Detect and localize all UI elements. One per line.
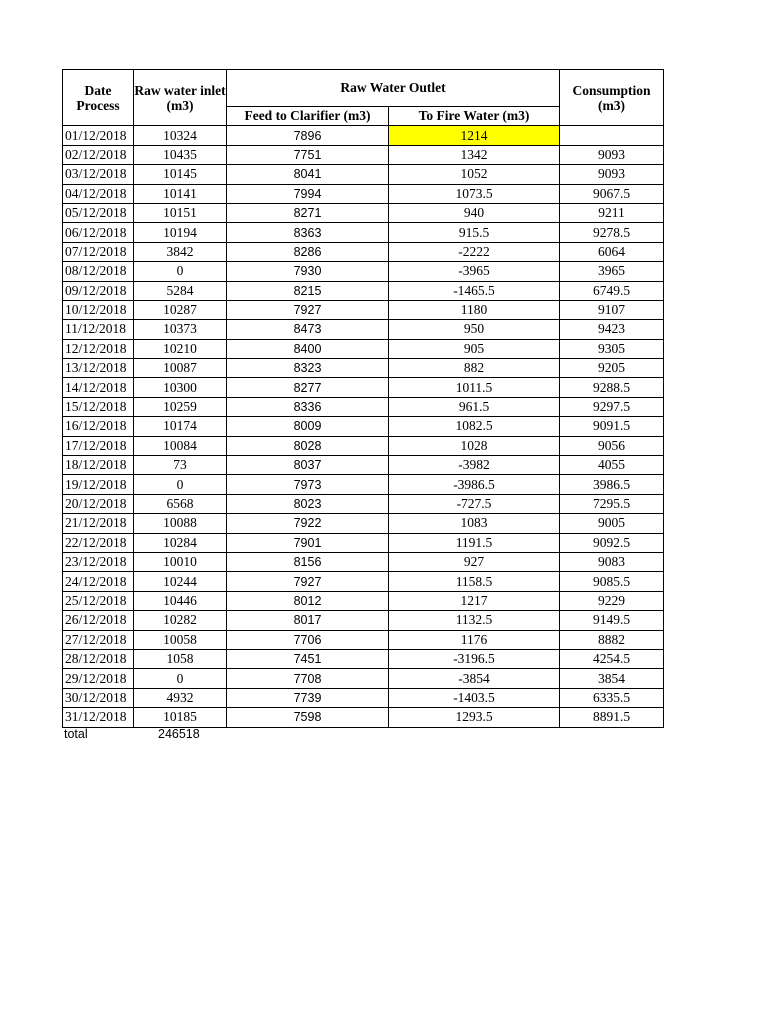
cell-fire[interactable]: 1082.5 — [389, 417, 560, 436]
cell-date[interactable]: 22/12/2018 — [63, 533, 134, 552]
cell-raw-inlet[interactable]: 10141 — [134, 184, 227, 203]
table-row — [63, 649, 664, 668]
header-fire[interactable]: To Fire Water (m3) — [389, 107, 560, 126]
cell-raw-inlet[interactable]: 6568 — [134, 494, 227, 513]
cell-consumption[interactable]: 4254.5 — [560, 649, 664, 668]
cell-consumption[interactable]: 9229 — [560, 591, 664, 610]
table-row — [63, 688, 664, 707]
cell-consumption[interactable]: 9092.5 — [560, 533, 664, 552]
cell-raw-inlet[interactable]: 10010 — [134, 552, 227, 571]
cell-feed[interactable]: 8336 — [227, 397, 389, 416]
cell-feed[interactable]: 7751 — [227, 145, 389, 164]
cell-fire[interactable]: 927 — [389, 552, 560, 571]
cell-fire[interactable]: 1158.5 — [389, 572, 560, 591]
cell-consumption[interactable]: 9149.5 — [560, 611, 664, 630]
cell-raw-inlet[interactable]: 10087 — [134, 359, 227, 378]
cell-raw-inlet[interactable]: 10300 — [134, 378, 227, 397]
table-row — [63, 456, 664, 475]
cell-raw-inlet[interactable]: 3842 — [134, 242, 227, 261]
cell-consumption[interactable]: 9205 — [560, 359, 664, 378]
cell-consumption[interactable]: 6749.5 — [560, 281, 664, 300]
cell-fire[interactable]: 1214 — [389, 126, 560, 145]
cell-feed[interactable]: 8012 — [227, 591, 389, 610]
cell-raw-inlet[interactable]: 0 — [134, 669, 227, 688]
cell-raw-inlet[interactable]: 10185 — [134, 708, 227, 727]
cell-fire[interactable]: 1083 — [389, 514, 560, 533]
cell-feed[interactable]: 7927 — [227, 572, 389, 591]
cell-feed[interactable]: 7930 — [227, 262, 389, 281]
table-row — [63, 417, 664, 436]
cell-fire[interactable]: 915.5 — [389, 223, 560, 242]
header-raw-inlet[interactable]: Raw water inlet (m3) — [134, 70, 227, 126]
table-row — [63, 203, 664, 222]
cell-feed[interactable]: 8277 — [227, 378, 389, 397]
cell-raw-inlet[interactable]: 10084 — [134, 436, 227, 455]
cell-fire[interactable]: 1293.5 — [389, 708, 560, 727]
header-feed[interactable]: Feed to Clarifier (m3) — [227, 107, 389, 126]
cell-feed[interactable]: 7901 — [227, 533, 389, 552]
cell-fire[interactable]: -3854 — [389, 669, 560, 688]
cell-date[interactable]: 10/12/2018 — [63, 300, 134, 319]
cell-feed[interactable]: 7739 — [227, 688, 389, 707]
table-row — [63, 378, 664, 397]
header-date[interactable]: Date Process — [63, 70, 134, 126]
cell-date[interactable]: 19/12/2018 — [63, 475, 134, 494]
cell-fire[interactable]: 950 — [389, 320, 560, 339]
cell-date[interactable]: 12/12/2018 — [63, 339, 134, 358]
cell-consumption[interactable]: 9093 — [560, 165, 664, 184]
cell-date[interactable]: 09/12/2018 — [63, 281, 134, 300]
cell-fire[interactable]: -3965 — [389, 262, 560, 281]
cell-date[interactable]: 02/12/2018 — [63, 145, 134, 164]
cell-raw-inlet[interactable]: 10284 — [134, 533, 227, 552]
cell-raw-inlet[interactable]: 10244 — [134, 572, 227, 591]
cell-fire[interactable]: 1176 — [389, 630, 560, 649]
cell-consumption[interactable]: 9211 — [560, 203, 664, 222]
cell-date[interactable]: 28/12/2018 — [63, 649, 134, 668]
header-outlet-group[interactable]: Raw Water Outlet — [227, 70, 560, 107]
cell-feed[interactable]: 7896 — [227, 126, 389, 145]
cell-fire[interactable]: -3196.5 — [389, 649, 560, 668]
cell-fire[interactable]: 1191.5 — [389, 533, 560, 552]
cell-feed[interactable]: 8271 — [227, 203, 389, 222]
cell-date[interactable]: 30/12/2018 — [63, 688, 134, 707]
cell-consumption[interactable] — [560, 126, 664, 145]
cell-date[interactable]: 01/12/2018 — [63, 126, 134, 145]
cell-feed[interactable]: 8363 — [227, 223, 389, 242]
cell-fire[interactable]: 1180 — [389, 300, 560, 319]
cell-date[interactable]: 21/12/2018 — [63, 514, 134, 533]
cell-date[interactable]: 16/12/2018 — [63, 417, 134, 436]
cell-consumption[interactable]: 9107 — [560, 300, 664, 319]
cell-feed[interactable]: 7706 — [227, 630, 389, 649]
cell-date[interactable]: 07/12/2018 — [63, 242, 134, 261]
cell-date[interactable]: 11/12/2018 — [63, 320, 134, 339]
cell-date[interactable]: 27/12/2018 — [63, 630, 134, 649]
cell-date[interactable]: 29/12/2018 — [63, 669, 134, 688]
cell-consumption[interactable]: 9278.5 — [560, 223, 664, 242]
cell-date[interactable]: 08/12/2018 — [63, 262, 134, 281]
table-row — [63, 126, 664, 145]
cell-feed[interactable]: 8323 — [227, 359, 389, 378]
cell-raw-inlet[interactable]: 10194 — [134, 223, 227, 242]
cell-fire[interactable]: -727.5 — [389, 494, 560, 513]
cell-raw-inlet[interactable]: 10145 — [134, 165, 227, 184]
table-row — [63, 591, 664, 610]
cell-consumption[interactable]: 6064 — [560, 242, 664, 261]
table-row — [63, 223, 664, 242]
table-row — [63, 165, 664, 184]
cell-raw-inlet[interactable]: 0 — [134, 475, 227, 494]
cell-date[interactable]: 05/12/2018 — [63, 203, 134, 222]
table-row — [63, 145, 664, 164]
cell-fire[interactable]: -3982 — [389, 456, 560, 475]
cell-date[interactable]: 04/12/2018 — [63, 184, 134, 203]
cell-date[interactable]: 03/12/2018 — [63, 165, 134, 184]
cell-fire[interactable]: 940 — [389, 203, 560, 222]
cell-date[interactable]: 23/12/2018 — [63, 552, 134, 571]
cell-fire[interactable]: -1465.5 — [389, 281, 560, 300]
cell-fire[interactable]: 961.5 — [389, 397, 560, 416]
cell-raw-inlet[interactable]: 10287 — [134, 300, 227, 319]
cell-date[interactable]: 20/12/2018 — [63, 494, 134, 513]
cell-consumption[interactable]: 9056 — [560, 436, 664, 455]
table-row — [63, 572, 664, 591]
cell-raw-inlet[interactable]: 10174 — [134, 417, 227, 436]
cell-date[interactable]: 18/12/2018 — [63, 456, 134, 475]
cell-fire[interactable]: 1011.5 — [389, 378, 560, 397]
cell-feed[interactable]: 8028 — [227, 436, 389, 455]
cell-consumption[interactable]: 9288.5 — [560, 378, 664, 397]
cell-fire[interactable]: 1217 — [389, 591, 560, 610]
cell-fire[interactable]: 1028 — [389, 436, 560, 455]
table-row — [63, 669, 664, 688]
table-row — [63, 300, 664, 319]
table-row — [63, 359, 664, 378]
cell-raw-inlet[interactable]: 1058 — [134, 649, 227, 668]
cell-raw-inlet[interactable]: 10373 — [134, 320, 227, 339]
table-row — [63, 514, 664, 533]
table-row — [63, 436, 664, 455]
cell-feed[interactable]: 8286 — [227, 242, 389, 261]
cell-fire[interactable]: 1132.5 — [389, 611, 560, 630]
cell-fire[interactable]: 1342 — [389, 145, 560, 164]
table-row — [63, 397, 664, 416]
cell-fire[interactable]: 905 — [389, 339, 560, 358]
table-row — [63, 242, 664, 261]
cell-consumption[interactable]: 9297.5 — [560, 397, 664, 416]
cell-raw-inlet[interactable]: 10282 — [134, 611, 227, 630]
table-row — [63, 494, 664, 513]
cell-date[interactable]: 06/12/2018 — [63, 223, 134, 242]
cell-fire[interactable]: 1073.5 — [389, 184, 560, 203]
cell-feed[interactable]: 8215 — [227, 281, 389, 300]
water-data-table — [62, 69, 664, 728]
cell-raw-inlet[interactable]: 10435 — [134, 145, 227, 164]
cell-feed[interactable]: 7922 — [227, 514, 389, 533]
cell-consumption[interactable]: 3854 — [560, 669, 664, 688]
cell-raw-inlet[interactable]: 10058 — [134, 630, 227, 649]
cell-consumption[interactable]: 9005 — [560, 514, 664, 533]
cell-consumption[interactable]: 9091.5 — [560, 417, 664, 436]
cell-date[interactable]: 17/12/2018 — [63, 436, 134, 455]
cell-feed[interactable]: 8023 — [227, 494, 389, 513]
cell-fire[interactable]: -1403.5 — [389, 688, 560, 707]
cell-raw-inlet[interactable]: 10151 — [134, 203, 227, 222]
cell-date[interactable]: 24/12/2018 — [63, 572, 134, 591]
table-row — [63, 184, 664, 203]
cell-consumption[interactable]: 9093 — [560, 145, 664, 164]
cell-raw-inlet[interactable]: 10210 — [134, 339, 227, 358]
cell-consumption[interactable]: 3965 — [560, 262, 664, 281]
table-row — [63, 320, 664, 339]
table-row — [63, 708, 664, 727]
cell-date[interactable]: 31/12/2018 — [63, 708, 134, 727]
cell-feed[interactable]: 7994 — [227, 184, 389, 203]
total-row — [64, 727, 264, 745]
cell-feed[interactable]: 8017 — [227, 611, 389, 630]
cell-consumption[interactable]: 3986.5 — [560, 475, 664, 494]
cell-feed[interactable]: 7451 — [227, 649, 389, 668]
cell-feed[interactable]: 7598 — [227, 708, 389, 727]
cell-consumption[interactable]: 6335.5 — [560, 688, 664, 707]
cell-consumption[interactable]: 8882 — [560, 630, 664, 649]
cell-consumption[interactable]: 8891.5 — [560, 708, 664, 727]
cell-date[interactable]: 13/12/2018 — [63, 359, 134, 378]
table-row — [63, 611, 664, 630]
cell-fire[interactable]: 882 — [389, 359, 560, 378]
cell-raw-inlet[interactable]: 4932 — [134, 688, 227, 707]
cell-consumption[interactable]: 9423 — [560, 320, 664, 339]
cell-raw-inlet[interactable]: 10324 — [134, 126, 227, 145]
cell-feed[interactable]: 7927 — [227, 300, 389, 319]
cell-fire[interactable]: -3986.5 — [389, 475, 560, 494]
cell-feed[interactable]: 8400 — [227, 339, 389, 358]
table-row — [63, 533, 664, 552]
total-value[interactable]: 246518 — [158, 727, 200, 741]
cell-feed[interactable]: 7708 — [227, 669, 389, 688]
header-consumption[interactable]: Consumption (m3) — [560, 70, 664, 126]
cell-raw-inlet[interactable]: 5284 — [134, 281, 227, 300]
table-row — [63, 339, 664, 358]
cell-raw-inlet[interactable]: 0 — [134, 262, 227, 281]
cell-feed[interactable]: 8473 — [227, 320, 389, 339]
cell-feed[interactable]: 8041 — [227, 165, 389, 184]
cell-date[interactable]: 15/12/2018 — [63, 397, 134, 416]
cell-feed[interactable]: 8037 — [227, 456, 389, 475]
table-row — [63, 281, 664, 300]
cell-fire[interactable]: 1052 — [389, 165, 560, 184]
table-row — [63, 630, 664, 649]
cell-feed[interactable]: 8009 — [227, 417, 389, 436]
cell-consumption[interactable]: 9085.5 — [560, 572, 664, 591]
cell-consumption[interactable]: 9305 — [560, 339, 664, 358]
cell-date[interactable]: 25/12/2018 — [63, 591, 134, 610]
cell-consumption[interactable]: 9083 — [560, 552, 664, 571]
spreadsheet — [62, 69, 664, 728]
cell-raw-inlet[interactable]: 10259 — [134, 397, 227, 416]
cell-consumption[interactable]: 7295.5 — [560, 494, 664, 513]
cell-raw-inlet[interactable]: 73 — [134, 456, 227, 475]
cell-feed[interactable]: 8156 — [227, 552, 389, 571]
cell-raw-inlet[interactable]: 10446 — [134, 591, 227, 610]
table-row — [63, 475, 664, 494]
table-row — [63, 552, 664, 571]
cell-date[interactable]: 26/12/2018 — [63, 611, 134, 630]
cell-raw-inlet[interactable]: 10088 — [134, 514, 227, 533]
total-label[interactable]: total — [64, 727, 88, 741]
cell-fire[interactable]: -2222 — [389, 242, 560, 261]
cell-consumption[interactable]: 4055 — [560, 456, 664, 475]
cell-date[interactable]: 14/12/2018 — [63, 378, 134, 397]
table-row — [63, 262, 664, 281]
cell-feed[interactable]: 7973 — [227, 475, 389, 494]
cell-consumption[interactable]: 9067.5 — [560, 184, 664, 203]
